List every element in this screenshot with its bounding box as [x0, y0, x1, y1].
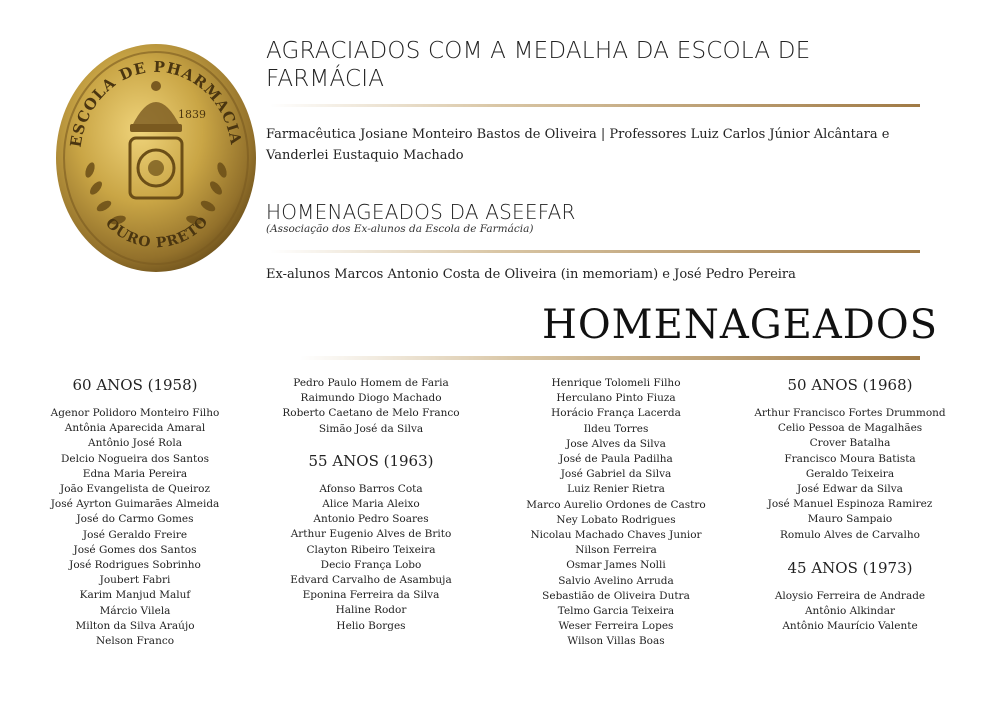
group-heading: 45 ANOS (1973) [787, 558, 913, 577]
names-list [256, 376, 486, 437]
honoree-name: João Evangelista de Queiroz [59, 483, 210, 496]
honoree-name: Luiz Renier Rietra [567, 483, 665, 496]
honoree-name: Nelson Franco [95, 635, 175, 648]
honoree-name: Simão José da Silva [318, 422, 424, 435]
medal-awardees-title: AGRACIADOS COM A MEDALHA DA ESCOLA DE FARMÁCIA [266, 38, 811, 92]
homenageados-title: HOMENAGEADOS [542, 302, 939, 348]
honoree-name: Antonio Pedro Soares [313, 513, 429, 526]
honoree-name: Wilson Villas Boas [567, 635, 665, 648]
column-60-anos [20, 376, 250, 649]
honoree-name: Haline Rodor [335, 604, 407, 617]
honoree-name: José Edwar da Silva [797, 483, 903, 496]
honoree-name: Francisco Moura Batista [784, 452, 916, 465]
honoree-name: Ney Lobato Rodrigues [556, 513, 676, 526]
honoree-name: Agenor Polidoro Monteiro Filho [50, 407, 220, 419]
honoree-name: Antônio Alkindar [804, 605, 896, 618]
honoree-name: Eponina Ferreira da Silva [302, 589, 440, 602]
honoree-name: José Rodrigues Sobrinho [69, 559, 201, 572]
honoree-name: José Ayrton Guimarães Almeida [50, 498, 220, 511]
honoree-name: Salvio Avelino Arruda [558, 574, 674, 587]
column-55-anos [256, 376, 486, 634]
honoree-name: José de Paula Padilha [559, 453, 673, 466]
honoree-name: Roberto Caetano de Melo Franco [282, 407, 460, 420]
honoree-name: Romulo Alves de Carvalho [780, 528, 920, 541]
honoree-name: Antônia Aparecida Amaral [64, 422, 206, 435]
honoree-name: Joubert Fabri [99, 574, 171, 587]
honoree-name: Marco Aurelio Ordones de Castro [526, 498, 706, 511]
honoree-name: Milton da Silva Araújo [75, 619, 195, 632]
honoree-name: Henrique Tolomeli Filho [551, 377, 681, 389]
medal-year: 1839 [178, 108, 206, 121]
honoree-name: Herculano Pinto Fiuza [556, 392, 676, 405]
column-50-anos [735, 376, 965, 634]
honoree-name: José do Carmo Gomes [76, 513, 194, 526]
names-list [20, 406, 250, 649]
aseefar-title: HOMENAGEADOS DA ASEEFAR [266, 200, 576, 224]
honoree-name: Nicolau Machado Chaves Junior [530, 529, 702, 542]
honoree-name: Helio Borges [336, 619, 406, 632]
honoree-name: Edna Maria Pereira [82, 467, 188, 480]
names-list [735, 406, 965, 543]
honoree-name: Sebastião de Oliveira Dutra [542, 589, 690, 602]
honoree-name: Arthur Francisco Fortes Drummond [754, 407, 946, 419]
aseefar-subtitle: (Associação dos Ex-alunos da Escola de Farmácia) [266, 223, 534, 235]
honoree-name: Pedro Paulo Homem de Faria [293, 377, 449, 389]
honoree-name: José Gomes dos Santos [73, 543, 197, 556]
divider [300, 356, 920, 360]
honoree-name: Delcio Nogueira dos Santos [61, 452, 209, 465]
names-list [256, 482, 486, 634]
column-names-continued [501, 376, 731, 650]
honoree-name: José Geraldo Freire [82, 528, 188, 541]
medal-text-bottom: OURO PRETO [102, 213, 212, 252]
group-heading: 55 ANOS (1963) [308, 451, 434, 470]
honoree-name: Karim Manjud Maluf [79, 589, 191, 602]
group-heading: 50 ANOS (1968) [787, 376, 913, 394]
honoree-name: Ildeu Torres [583, 422, 649, 435]
honoree-name: Edvard Carvalho de Asambuja [290, 574, 452, 587]
honoree-name: Celio Pessoa de Magalhães [777, 422, 923, 435]
honoree-name: Jose Alves da Silva [566, 437, 666, 450]
medal-icon [50, 38, 262, 278]
honoree-name: Clayton Ribeiro Teixeira [306, 543, 436, 556]
divider [270, 250, 920, 253]
group-heading: 60 ANOS (1958) [72, 376, 198, 394]
honoree-name: Afonso Barros Cota [319, 482, 423, 495]
medal-text-top: ESCOLA DE PHARMACIA [66, 57, 246, 149]
honoree-name: Nilson Ferreira [575, 544, 657, 557]
honoree-name: Márcio Vilela [99, 604, 171, 617]
honoree-name: Alice Maria Aleixo [322, 498, 420, 511]
honoree-name: Aloysio Ferreira de Andrade [774, 589, 926, 602]
honoree-name: Raimundo Diogo Machado [300, 392, 442, 405]
honoree-name: Antônio Maurício Valente [782, 620, 918, 633]
divider [270, 104, 920, 107]
names-list [501, 376, 731, 650]
honoree-name: Arthur Eugenio Alves de Brito [290, 528, 452, 541]
honoree-name: Weser Ferreira Lopes [558, 620, 674, 633]
honoree-name: José Manuel Espinoza Ramirez [767, 498, 933, 511]
honoree-name: Antônio José Rola [88, 437, 182, 450]
medal-awardees-text: Farmacêutica Josiane Monteiro Bastos de Oliveira | Professores Luiz Carlos Júnior Alcântara e Vanderlei Eustaquio Machado [266, 127, 890, 163]
aseefar-honorees-text: Ex-alunos Marcos Antonio Costa de Oliveira (in memoriam) e José Pedro Pereira [266, 267, 796, 282]
honoree-name: Telmo Garcia Teixeira [557, 605, 675, 618]
honoree-name: Decio França Lobo [320, 558, 422, 571]
names-list [735, 589, 965, 635]
honoree-name: Horácio França Lacerda [551, 407, 681, 420]
honoree-name: Osmar James Nolli [566, 559, 666, 572]
honoree-name: Geraldo Teixeira [805, 467, 895, 480]
honoree-name: Mauro Sampaio [807, 513, 893, 526]
honoree-name: Crover Batalha [809, 437, 891, 450]
honoree-name: José Gabriel da Silva [560, 468, 672, 481]
